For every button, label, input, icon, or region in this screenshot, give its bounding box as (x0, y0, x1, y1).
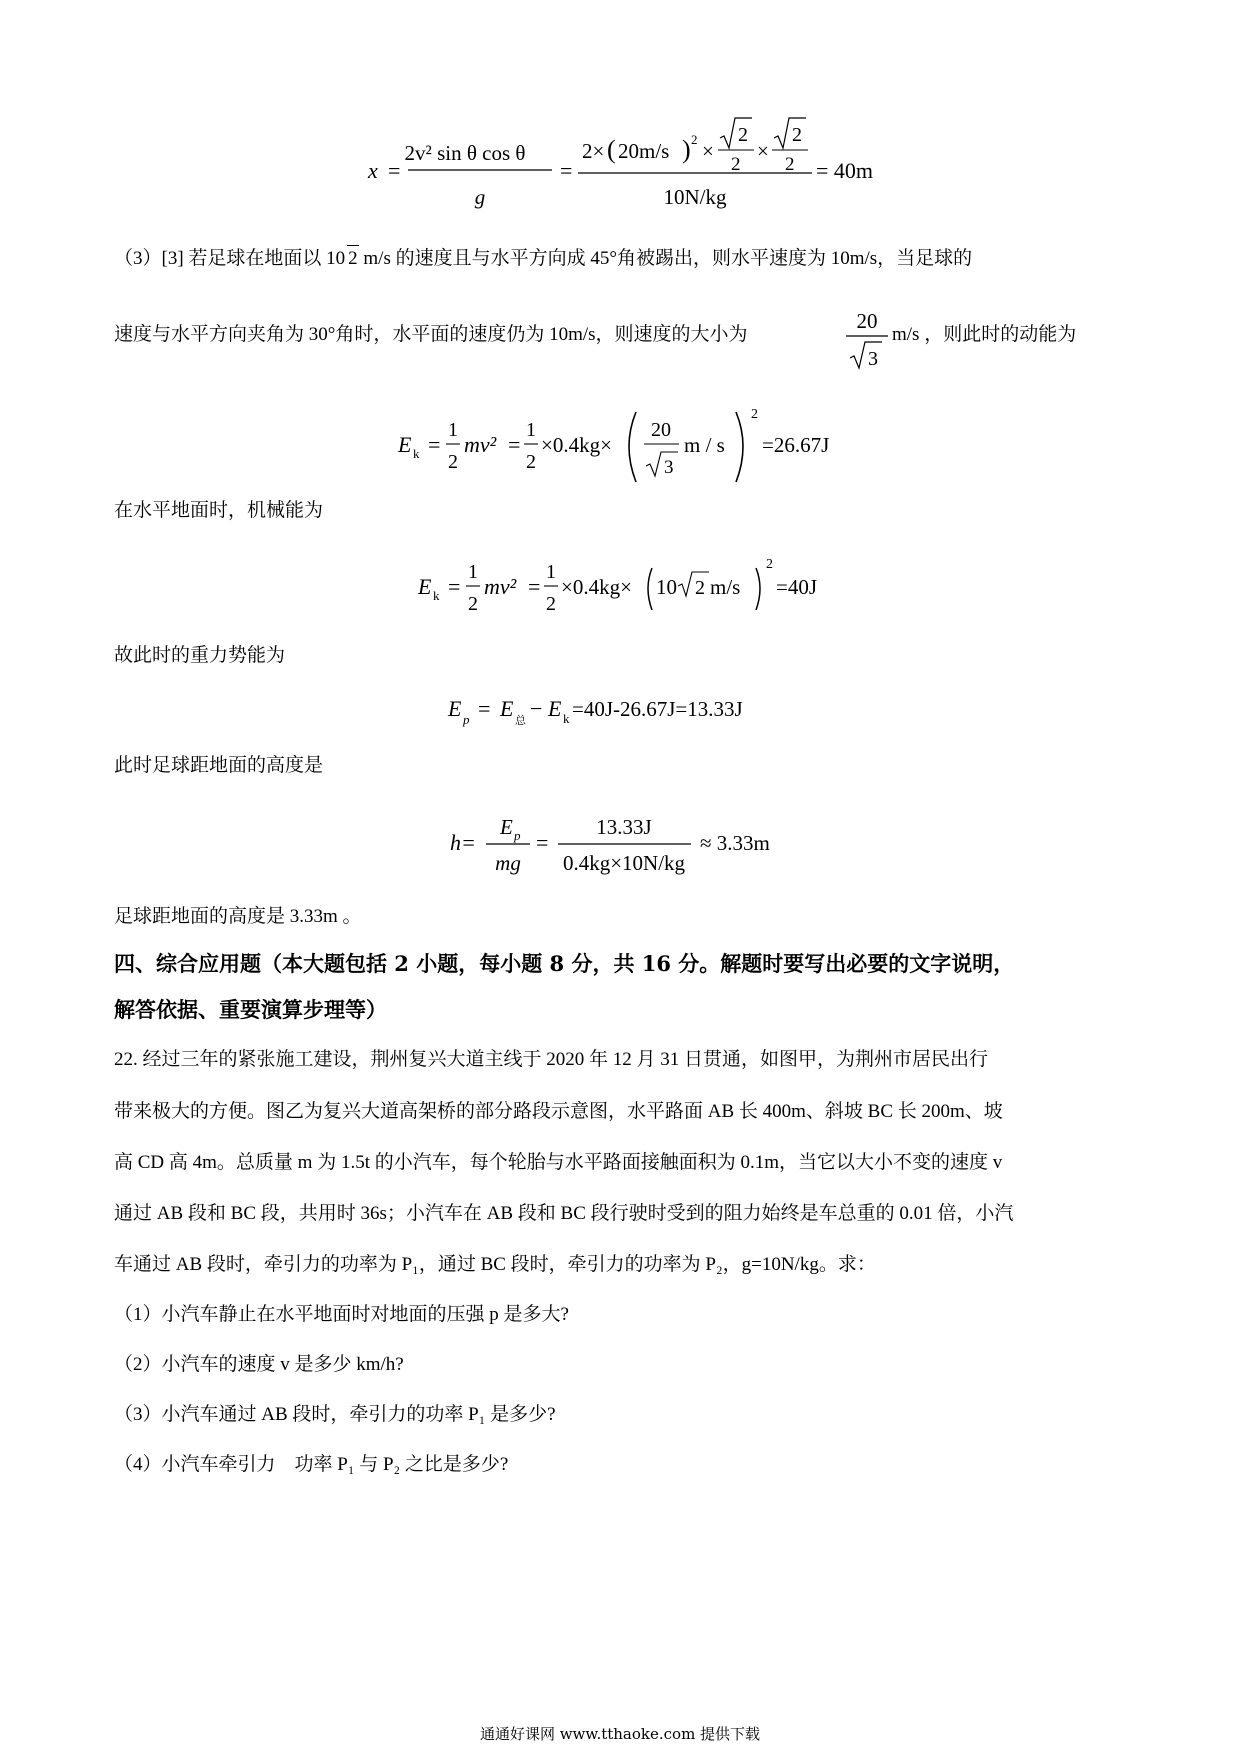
svg-text:×: × (757, 139, 769, 163)
svg-text:h=: h= (450, 830, 476, 855)
svg-text:=: = (388, 158, 401, 183)
svg-text:2: 2 (546, 593, 556, 615)
page-footer: 通通好课网 www.tthaoke.com 提供下载 (479, 1725, 761, 1743)
formula-height (448, 800, 808, 890)
svg-text:0.4kg×10N/kg: 0.4kg×10N/kg (562, 851, 686, 875)
svg-text:1: 1 (448, 419, 458, 441)
formula-result: = 40m (816, 158, 874, 183)
svg-text:2: 2 (731, 154, 741, 175)
svg-text:=: = (508, 432, 521, 457)
formula-speed: 20m/s (618, 139, 670, 163)
svg-text:10: 10 (656, 575, 677, 599)
formula-denominator: 10N/kg (663, 185, 727, 209)
q22-line4: 通过 AB 段和 BC 段，共用时 36s；小汽车在 AB 段和 BC 段行驶时受到的阻力始终是车总重的 0.01 倍，小汽 (114, 1203, 1014, 1224)
svg-text:×0.4kg×: ×0.4kg× (561, 575, 632, 599)
svg-text:1: 1 (468, 561, 478, 583)
q22-sub4: （4）小汽车牵引力 功率 P₁ 与 P₂ 之比是多少? (114, 1454, 509, 1475)
formula-lhs: x (368, 158, 378, 183)
svg-text:k: k (563, 711, 570, 726)
svg-text:k: k (413, 446, 420, 461)
text-potential-energy: 故此时的重力势能为 (114, 644, 286, 666)
svg-text:=40J-26.67J=13.33J: =40J-26.67J=13.33J (572, 697, 743, 721)
text-height: 此时足球距地面的高度是 (114, 754, 324, 776)
q22-sub3: （3）小汽车通过 AB 段时，牵引力的功率 P₁ 是多少? (114, 1404, 556, 1425)
svg-text:2: 2 (468, 593, 478, 615)
q22-sub1: （1）小汽车静止在水平地面时对地面的压强 p 是多大? (114, 1304, 569, 1325)
svg-text:3: 3 (868, 348, 878, 370)
svg-text:mv²: mv² (484, 574, 517, 599)
svg-text:2: 2 (766, 557, 773, 572)
svg-text:): ) (682, 135, 691, 164)
formula-fraction-denominator: g (474, 185, 486, 209)
svg-text:E: E (548, 696, 562, 721)
para3-line2: 速度与水平方向夹角为 30°角时，水平面的速度仍为 10m/s，则速度的大小为 (114, 324, 748, 345)
svg-text:×: × (702, 139, 714, 163)
svg-text:=40J: =40J (776, 575, 818, 599)
section-heading-line2: 解答依据、重要演算步理等） (114, 997, 387, 1022)
svg-text:m/s: m/s (710, 575, 741, 599)
svg-text:2: 2 (792, 124, 802, 146)
section-heading-line1: 四、综合应用题（本大题包括 2 小题，每小题 8 分，共 16 分。解题时要写出必要的文字说明， (114, 951, 1015, 976)
q22-line1: 22. 经过三年的紧张施工建设，荆州复兴大道主线于 2020 年 12 月 31 日贯通，如图甲，为荆州市居民出行 (114, 1049, 989, 1070)
svg-text:=26.67J: =26.67J (762, 433, 830, 457)
svg-text:2: 2 (751, 407, 758, 422)
formula-kinetic-energy (396, 400, 856, 492)
svg-text:E: E (500, 696, 514, 721)
svg-text:2: 2 (448, 451, 458, 473)
svg-text:2: 2 (691, 132, 698, 147)
svg-text:≈ 3.33m: ≈ 3.33m (700, 831, 770, 855)
svg-text:p: p (463, 712, 470, 727)
svg-text:m / s: m / s (684, 433, 725, 457)
para3-line2-tail: m/s ，则此时的动能为 (892, 324, 1077, 345)
root-radicand: 2 (738, 124, 748, 146)
svg-text:2: 2 (526, 451, 536, 473)
formula-range (360, 108, 900, 218)
svg-text:E: E (500, 815, 513, 839)
text-answer: 足球距地面的高度是 3.33m 。 (114, 906, 362, 927)
formula-numerator-prefix: 2× (582, 139, 605, 163)
svg-text:=: = (478, 696, 491, 721)
q22-line2: 带来极大的方便。图乙为复兴大道高架桥的部分路段示意图，水平路面 AB 长 400m、斜坡 BC 长 200m、坡 (114, 1101, 1003, 1122)
q22-line3: 高 CD 高 4m。总质量 m 为 1.5t 的小汽车，每个轮胎与水平路面接触面积为 0.1m，当它以大小不变的速度 v (114, 1152, 1003, 1173)
svg-text:E: E (398, 432, 412, 457)
svg-text:3: 3 (664, 457, 674, 478)
svg-text:(: ( (607, 135, 616, 164)
formula-fraction-numerator: 2v² sin θ cos θ (404, 141, 526, 165)
svg-text:20: 20 (651, 419, 671, 441)
formula-potential-energy (446, 688, 826, 732)
svg-text:E: E (418, 574, 432, 599)
svg-text:1: 1 (546, 561, 556, 583)
svg-text:=: = (428, 432, 441, 457)
svg-text:=: = (536, 830, 549, 855)
svg-text:=: = (528, 574, 541, 599)
svg-text:20: 20 (856, 309, 878, 333)
svg-text:13.33J: 13.33J (596, 815, 652, 839)
svg-text:总: 总 (515, 714, 526, 727)
svg-text:−: − (530, 696, 543, 721)
svg-text:×0.4kg×: ×0.4kg× (541, 433, 612, 457)
inline-fraction-speed (842, 302, 892, 376)
svg-text:E: E (448, 696, 462, 721)
q22-sub2: （2）小汽车的速度 v 是多少 km/h? (114, 1354, 404, 1375)
svg-text:2: 2 (785, 154, 795, 175)
svg-text:k: k (433, 588, 440, 603)
text-mechanical-energy: 在水平地面时，机械能为 (114, 499, 324, 521)
svg-text:mv²: mv² (464, 432, 497, 457)
svg-text:=: = (448, 574, 461, 599)
q22-line5: 车通过 AB 段时，牵引力的功率为 P₁，通过 BC 段时，牵引力的功率为 P₂，g=10N/kg。求： (114, 1254, 876, 1275)
svg-text:2: 2 (695, 577, 705, 599)
svg-text:1: 1 (526, 419, 536, 441)
inline-root: 2 (347, 245, 359, 272)
formula-mechanical-energy (416, 548, 836, 628)
svg-text:p: p (514, 828, 521, 843)
svg-text:=: = (560, 158, 573, 183)
svg-text:mg: mg (495, 851, 521, 875)
para3-line1: （3）[3] 若足球在地面以 10 2 m/s 的速度且与水平方向成 45°角被踢出，则水平速度为 10m/s，当足球的 (114, 245, 972, 272)
